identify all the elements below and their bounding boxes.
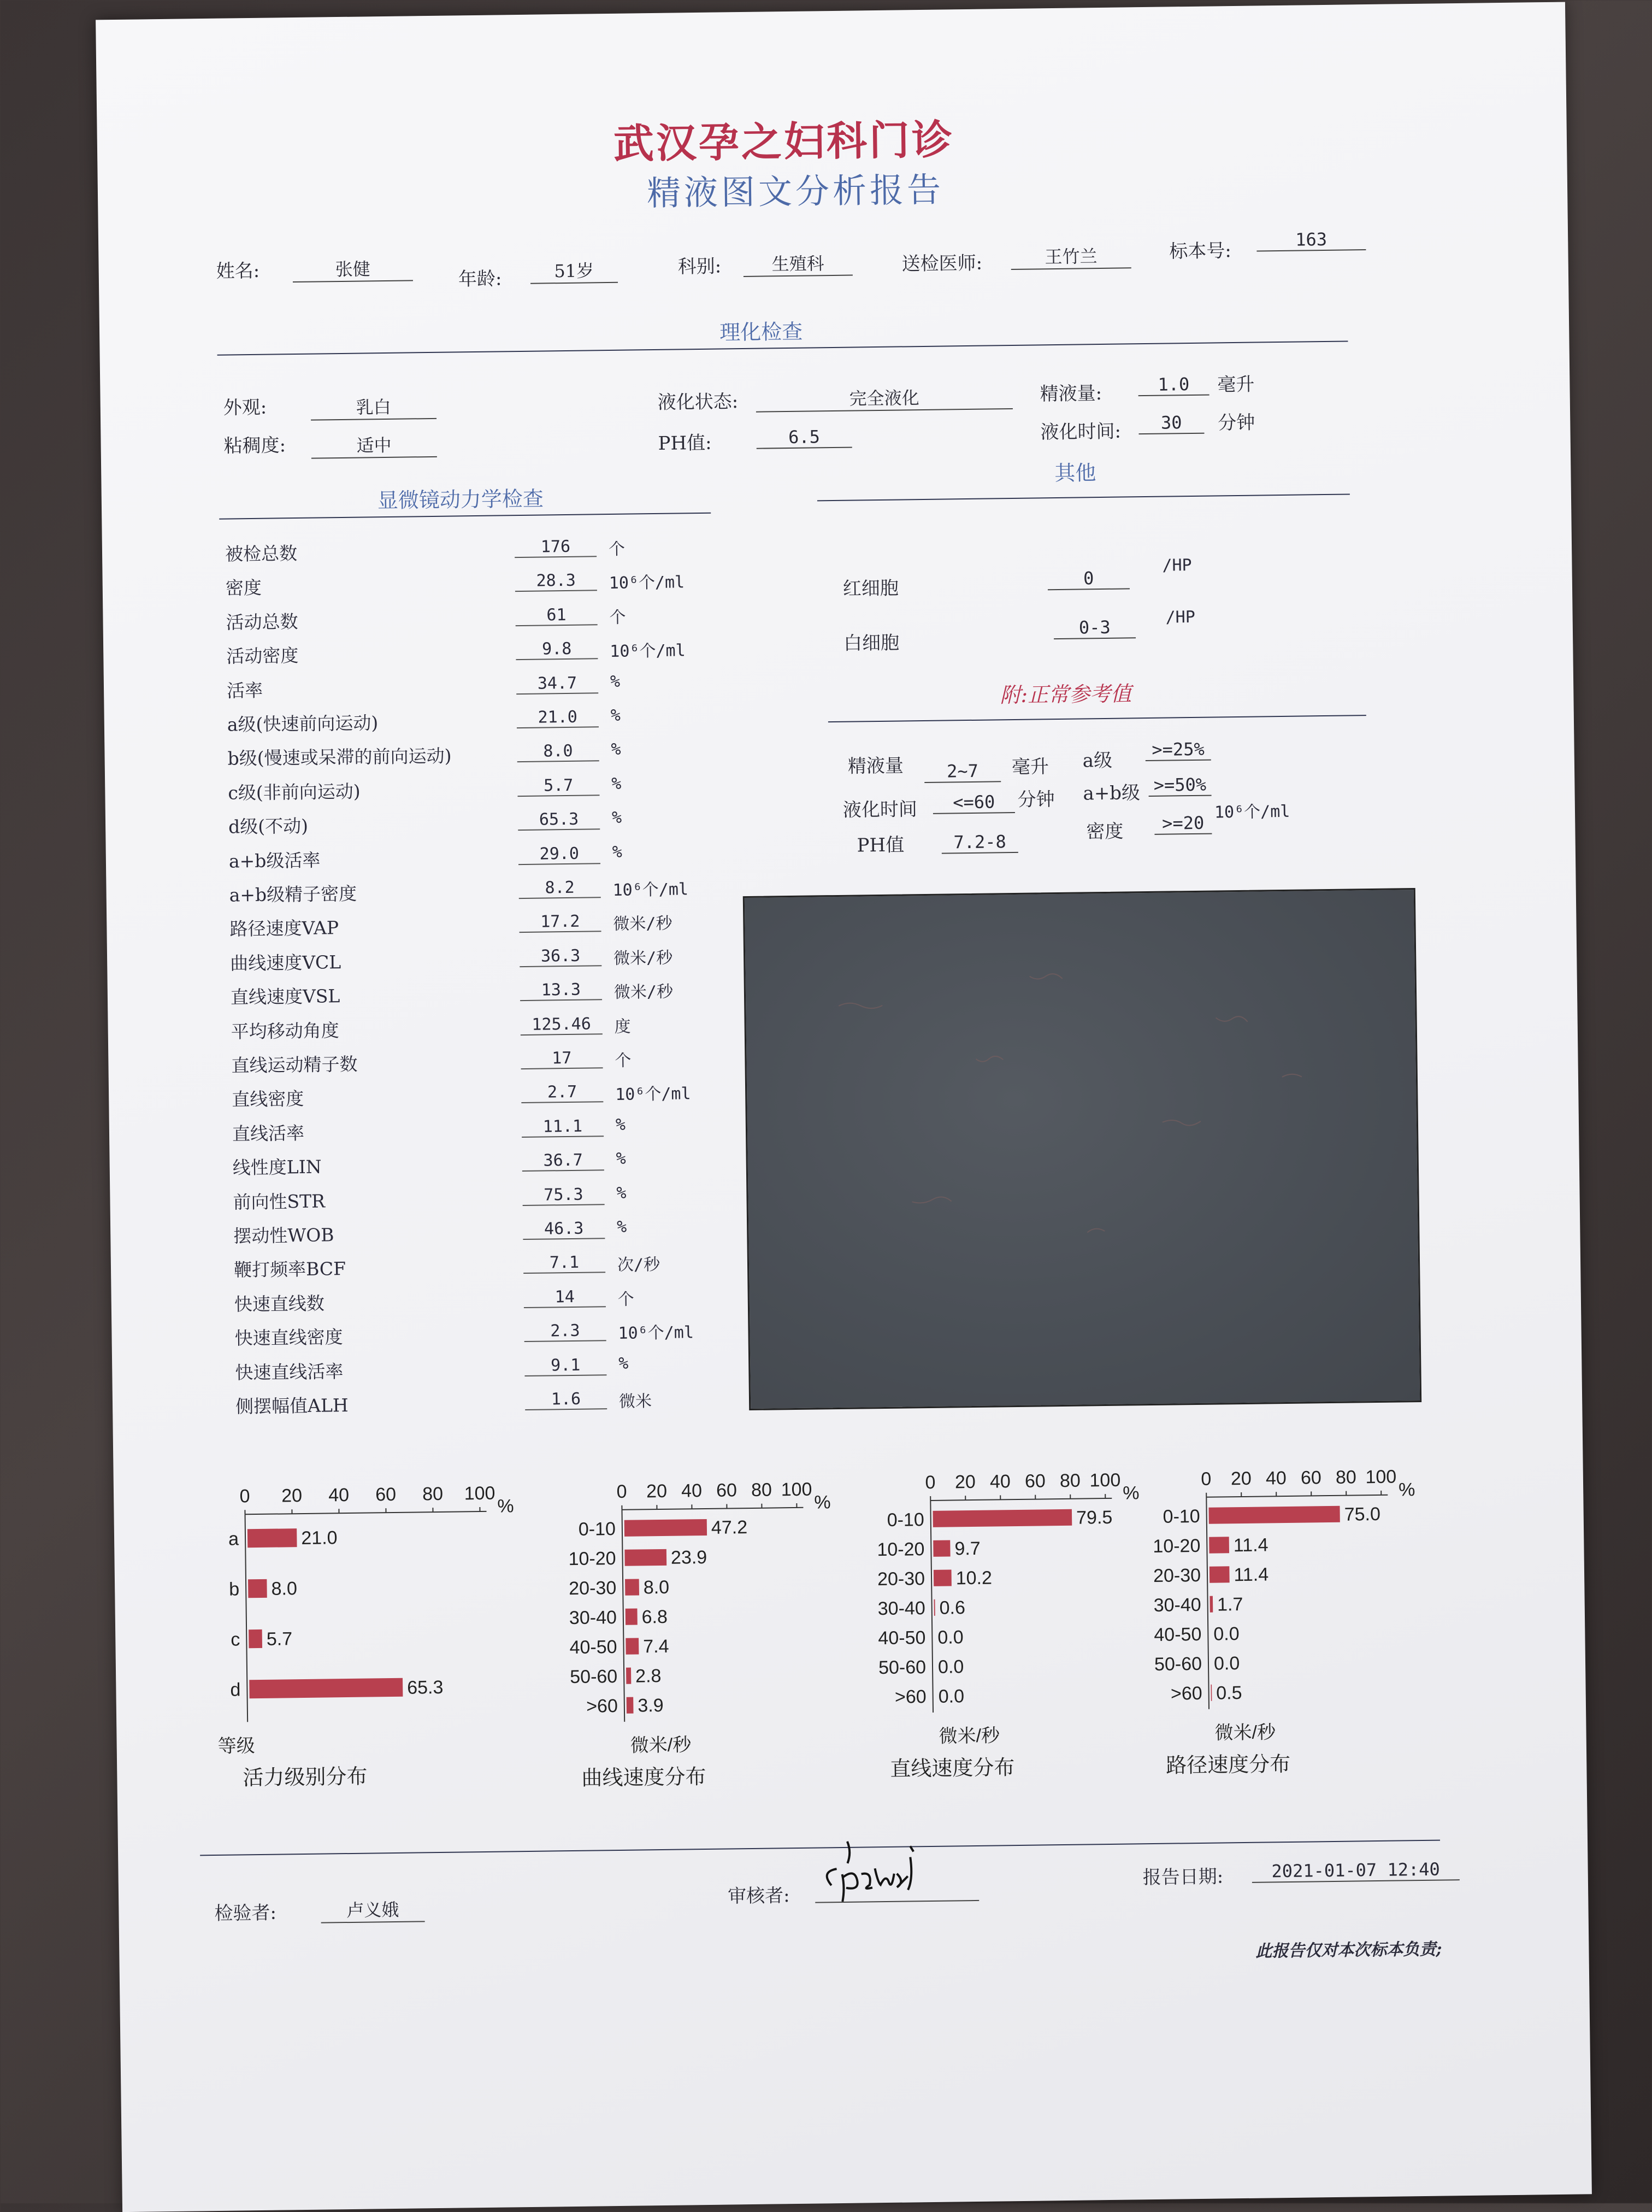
micro-row-unit: 次/秒 <box>617 1251 660 1275</box>
micro-row-value: 8.0 <box>517 742 599 763</box>
micro-row-value: 65.3 <box>518 809 600 831</box>
x-axis <box>930 1498 1112 1501</box>
sample-number: 163 <box>1256 228 1366 251</box>
x-axis <box>245 1511 487 1514</box>
data-label: 23.9 <box>671 1547 707 1568</box>
micro-row-value: 8.2 <box>518 878 600 899</box>
category-label: 30-40 <box>569 1607 617 1628</box>
ref-liq-value: <=60 <box>933 791 1014 814</box>
micro-row-unit: 个 <box>609 603 626 627</box>
category-label: 50-60 <box>1154 1654 1202 1675</box>
vap-distribution-chart-svg <box>1140 1451 1450 1794</box>
category-label: >60 <box>586 1696 618 1717</box>
rbc-unit: /HP <box>1162 556 1192 575</box>
data-label: 0.0 <box>1213 1623 1240 1645</box>
x-tick-label: 40 <box>1266 1468 1287 1489</box>
bar <box>934 1599 935 1616</box>
micro-row-unit: % <box>618 1354 628 1373</box>
category-label: 40-50 <box>1154 1624 1201 1645</box>
micro-row <box>232 1148 713 1188</box>
micro-rule <box>219 513 711 520</box>
liquefaction-value: 完全液化 <box>756 383 1013 413</box>
micro-row-name: 侧摆幅值ALH <box>235 1391 349 1419</box>
x-tick-label: 0 <box>925 1472 935 1493</box>
micro-row <box>234 1319 716 1358</box>
micro-row-value: 9.8 <box>516 639 598 660</box>
viscosity-label: 粘稠度: <box>223 430 286 457</box>
vcl-distribution-chart-svg <box>556 1464 866 1807</box>
micro-row-value: 28.3 <box>515 571 597 592</box>
appearance-value: 乳白 <box>311 393 437 421</box>
wbc-unit: /HP <box>1165 608 1195 627</box>
micro-row-unit: 度 <box>614 1013 631 1037</box>
ref-volume-value: 2~7 <box>924 760 1001 783</box>
ref-volume-label: 精液量 <box>848 750 904 778</box>
micro-row <box>230 944 711 984</box>
liq-time-unit: 分钟 <box>1218 408 1255 435</box>
micro-row-unit: 10⁶个/ml <box>609 569 685 594</box>
x-tick-label: 80 <box>751 1480 772 1501</box>
micro-row-value: 17.2 <box>519 912 601 933</box>
rbc-label: 红细胞 <box>843 573 899 601</box>
vap-distribution-chart <box>1140 1451 1450 1796</box>
micro-row-value: 7.1 <box>523 1253 605 1274</box>
micro-row <box>229 909 711 949</box>
age-label: 年龄: <box>458 263 502 291</box>
category-label: 50-60 <box>878 1657 926 1678</box>
bar <box>626 1668 631 1684</box>
category-label: 20-30 <box>1153 1565 1201 1586</box>
other-section-title: 其他 <box>1054 456 1096 486</box>
x-tick-label: 0 <box>616 1481 627 1502</box>
category-label: 0-10 <box>887 1509 924 1531</box>
report-date-label: 报告日期: <box>1142 1861 1223 1889</box>
micro-row-value: 5.7 <box>517 775 599 797</box>
micro-row <box>226 568 707 608</box>
data-label: 65.3 <box>407 1677 444 1698</box>
name-label: 姓名: <box>216 256 259 283</box>
micro-row-unit: 微米/秒 <box>614 978 674 1003</box>
data-label: 75.0 <box>1344 1504 1380 1525</box>
x-axis-unit: % <box>1399 1479 1415 1500</box>
micro-row-name: a+b级精子密度 <box>229 880 357 907</box>
y-axis <box>622 1510 624 1722</box>
micro-row-value: 9.1 <box>524 1355 606 1376</box>
category-label: >60 <box>895 1686 927 1708</box>
micro-section-title: 显微镜动力学检查 <box>377 481 544 514</box>
reviewer-signature <box>815 1834 979 1903</box>
bar <box>625 1579 639 1595</box>
liq-time-label: 液化时间: <box>1040 416 1121 444</box>
x-tick-label: 100 <box>1089 1470 1120 1491</box>
micro-row <box>229 875 710 915</box>
micro-row-name: 路径速度VAP <box>229 914 339 941</box>
microscope-image <box>743 888 1421 1410</box>
ref-ab-value: >=50% <box>1148 774 1211 797</box>
category-label: 0-10 <box>1163 1506 1200 1527</box>
bar <box>934 1570 952 1586</box>
wbc-value: 0-3 <box>1054 616 1136 639</box>
reference-title: 附:正常参考值 <box>1000 676 1131 708</box>
liquefaction-label: 液化状态: <box>657 386 738 414</box>
micro-row <box>228 773 709 813</box>
y-axis-label: 微米/秒 <box>1214 1722 1277 1743</box>
vcl-distribution-chart <box>556 1464 866 1809</box>
micro-row-unit: 个 <box>609 536 626 560</box>
ref-ph-value: 7.2-8 <box>941 831 1018 854</box>
data-label: 5.7 <box>267 1628 293 1650</box>
micro-row-value: 17 <box>521 1048 603 1069</box>
reviewer-label: 审核者: <box>728 1880 790 1908</box>
micro-row-value: 2.7 <box>521 1083 603 1104</box>
ref-liq-label: 液化时间 <box>843 794 918 822</box>
x-tick-label: 100 <box>781 1479 812 1501</box>
bar <box>624 1519 707 1537</box>
examiner-label: 检验者: <box>214 1898 276 1925</box>
category-label: 20-30 <box>569 1578 616 1599</box>
category-label: b <box>229 1579 239 1599</box>
ref-density-label: 密度 <box>1086 816 1124 844</box>
bar <box>1210 1566 1230 1582</box>
micro-row-name: 直线运动精子数 <box>231 1050 358 1078</box>
ph-label: PH值: <box>658 428 712 455</box>
data-label: 6.8 <box>641 1607 668 1628</box>
micro-row <box>232 1080 713 1120</box>
sperm-specimen-pattern <box>745 890 1420 1409</box>
patient-name: 张健 <box>292 255 413 283</box>
micro-row-unit: % <box>616 1149 626 1168</box>
micro-row <box>227 670 708 710</box>
ref-a-value: >=25% <box>1145 739 1211 761</box>
category-label: 10-20 <box>1153 1536 1200 1557</box>
clinic-name: 武汉孕之妇科门诊 <box>613 108 954 170</box>
micro-row-name: a级(快速前向运动) <box>227 709 379 736</box>
report-date: 2021-01-07 12:40 <box>1252 1858 1459 1883</box>
category-label: c <box>231 1629 240 1650</box>
micro-row-name: a+b级活率 <box>229 846 321 873</box>
micro-table <box>96 2 1565 20</box>
ref-ph-label: PH值 <box>857 829 904 857</box>
category-label: 10-20 <box>568 1548 616 1569</box>
wbc-label: 白细胞 <box>843 628 900 655</box>
micro-row <box>231 978 712 1017</box>
bar <box>248 1579 267 1598</box>
category-label: 0-10 <box>579 1519 616 1540</box>
chart-title: 曲线速度分布 <box>581 1766 706 1790</box>
micro-row-name: d级(不动) <box>228 812 308 839</box>
data-label: 0.0 <box>1214 1653 1240 1674</box>
micro-row-name: 活动总数 <box>226 608 298 634</box>
micro-row-unit: 10⁶个/ml <box>618 1319 694 1344</box>
micro-row-unit: 10⁶个/ml <box>615 1080 691 1105</box>
x-tick-label: 60 <box>375 1484 396 1505</box>
micro-row <box>233 1182 714 1222</box>
x-tick-label: 60 <box>716 1480 737 1501</box>
x-tick-label: 80 <box>1336 1467 1356 1487</box>
data-label: 1.7 <box>1217 1594 1243 1615</box>
bar <box>249 1678 403 1698</box>
micro-row-name: 直线速度VSL <box>231 982 340 1009</box>
bar <box>624 1549 666 1566</box>
x-axis-unit: % <box>1123 1482 1140 1503</box>
micro-row-name: 被检总数 <box>225 539 298 566</box>
viscosity-value: 适中 <box>311 431 437 459</box>
micro-row <box>234 1250 715 1290</box>
chart-title: 活力级别分布 <box>243 1766 368 1790</box>
micro-row <box>233 1216 715 1256</box>
chart-title: 路径速度分布 <box>1166 1753 1291 1778</box>
data-label: 8.0 <box>644 1577 670 1598</box>
x-tick-label: 60 <box>1301 1467 1321 1488</box>
micro-row-unit: % <box>611 774 621 793</box>
bar <box>1211 1685 1212 1701</box>
micro-row-name: c级(非前向运动) <box>228 777 361 804</box>
micro-row-value: 46.3 <box>523 1219 605 1240</box>
micro-row-unit: 个 <box>617 1285 634 1309</box>
category-label: 50-60 <box>570 1666 617 1687</box>
micro-row-unit: % <box>610 672 620 691</box>
micro-row-name: 前向性STR <box>233 1187 325 1214</box>
micro-row-unit: % <box>616 1115 626 1134</box>
ref-density-value: >=20 <box>1154 813 1212 835</box>
micro-row-unit: % <box>611 740 621 759</box>
ref-volume-unit: 毫升 <box>1012 751 1049 779</box>
micro-row-name: 快速直线活率 <box>235 1357 344 1384</box>
micro-row-value: 36.7 <box>522 1150 604 1172</box>
data-label: 47.2 <box>711 1517 748 1538</box>
x-tick-label: 80 <box>1060 1470 1081 1491</box>
bar <box>933 1509 1072 1527</box>
micro-row-name: 直线密度 <box>232 1085 304 1111</box>
x-tick-label: 20 <box>1231 1468 1252 1489</box>
micro-row-name: 曲线速度VCL <box>230 948 341 975</box>
chart-title: 直线速度分布 <box>890 1756 1015 1781</box>
data-label: 0.0 <box>937 1627 964 1648</box>
micro-row-unit: 个 <box>615 1047 632 1071</box>
bar <box>247 1528 297 1548</box>
micro-row-value: 1.6 <box>525 1389 607 1410</box>
micro-row-name: 密度 <box>226 574 262 600</box>
x-tick-label: 40 <box>328 1485 349 1505</box>
category-label: 30-40 <box>1153 1595 1201 1616</box>
micro-row-value: 36.3 <box>520 946 601 967</box>
vsl-distribution-chart <box>864 1455 1175 1800</box>
data-label: 9.7 <box>954 1538 981 1560</box>
data-label: 10.2 <box>955 1568 992 1589</box>
micro-row-unit: 10⁶个/ml <box>610 637 686 662</box>
micro-row-value: 125.46 <box>520 1014 602 1036</box>
bar <box>626 1609 638 1625</box>
physchem-section-title: 理化检查 <box>719 315 803 346</box>
micro-row-value: 21.0 <box>517 707 599 728</box>
micro-row-name: 线性度LIN <box>232 1153 321 1180</box>
ref-a-label: a级 <box>1082 745 1112 773</box>
micro-row <box>226 603 707 643</box>
data-label: 8.0 <box>271 1578 297 1599</box>
micro-row-name: 快速直线数 <box>234 1289 325 1316</box>
bar <box>1209 1506 1340 1524</box>
x-tick-label: 80 <box>422 1484 443 1504</box>
data-label: 3.9 <box>638 1695 664 1716</box>
signature-scribble <box>815 1834 979 1902</box>
data-label: 0.0 <box>938 1656 964 1678</box>
micro-row <box>229 841 710 881</box>
liq-time-value: 30 <box>1138 412 1204 434</box>
category-label: d <box>230 1679 240 1700</box>
patient-dept: 生殖科 <box>743 250 853 277</box>
y-axis-label: 微米/秒 <box>630 1734 693 1756</box>
reference-rule <box>828 715 1366 722</box>
data-label: 11.4 <box>1234 1564 1268 1585</box>
micro-row-value: 29.0 <box>518 844 600 865</box>
volume-unit: 毫升 <box>1217 369 1255 397</box>
patient-age: 51岁 <box>530 257 618 284</box>
bar <box>1210 1596 1213 1613</box>
micro-row-value: 75.3 <box>522 1185 604 1206</box>
x-tick-label: 60 <box>1025 1470 1046 1491</box>
micro-row-value: 2.3 <box>524 1321 606 1342</box>
category-label: a <box>228 1528 239 1549</box>
category-label: >60 <box>1171 1683 1202 1704</box>
x-tick-label: 20 <box>281 1485 302 1506</box>
micro-row-value: 34.7 <box>516 673 598 695</box>
micro-row <box>231 1011 712 1051</box>
category-label: 40-50 <box>569 1637 617 1658</box>
y-axis-label: 等级 <box>217 1736 255 1757</box>
micro-row <box>231 1046 712 1086</box>
volume-label: 精液量: <box>1040 378 1102 405</box>
motility-grade-chart-svg <box>212 1468 522 1811</box>
report-paper <box>96 2 1592 2212</box>
report-title: 精液图文分析报告 <box>646 162 944 215</box>
micro-row <box>227 705 709 745</box>
micro-row <box>228 807 710 847</box>
doctor-label: 送检医师: <box>901 248 982 276</box>
ref-ab-label: a+b级 <box>1083 778 1140 805</box>
x-axis-unit: % <box>497 1496 514 1516</box>
x-axis-unit: % <box>814 1492 831 1513</box>
x-tick-label: 20 <box>646 1481 667 1502</box>
ph-value: 6.5 <box>756 426 852 449</box>
x-tick-label: 20 <box>955 1472 976 1492</box>
x-tick-label: 100 <box>464 1483 495 1504</box>
micro-row <box>234 1285 716 1325</box>
micro-row-unit: % <box>617 1217 627 1237</box>
data-label: 11.4 <box>1234 1534 1268 1556</box>
y-axis <box>930 1501 933 1713</box>
x-axis <box>622 1508 803 1510</box>
disclaimer-note: 此报告仅对本次标本负责; <box>1255 1935 1442 1962</box>
micro-row <box>225 534 706 574</box>
micro-row <box>227 739 709 779</box>
micro-row-name: 直线活率 <box>232 1119 305 1146</box>
data-label: 0.6 <box>939 1597 965 1619</box>
data-label: 7.4 <box>643 1636 669 1657</box>
micro-row-unit: 10⁶个/ml <box>612 875 688 901</box>
bar <box>933 1540 950 1557</box>
micro-row-unit: % <box>612 842 622 861</box>
micro-row-value: 11.1 <box>522 1116 604 1138</box>
bar <box>249 1629 262 1648</box>
x-axis <box>1206 1495 1388 1497</box>
micro-row-value: 61 <box>515 605 597 626</box>
motility-grade-chart <box>212 1468 522 1813</box>
category-label: 10-20 <box>877 1539 924 1560</box>
data-label: 21.0 <box>301 1527 338 1549</box>
doctor-name: 王竹兰 <box>1011 242 1131 270</box>
y-axis <box>245 1514 248 1722</box>
micro-row <box>232 1114 713 1154</box>
category-label: 20-30 <box>877 1568 925 1590</box>
bar <box>1209 1537 1229 1553</box>
dept-label: 科别: <box>677 251 721 278</box>
micro-row <box>235 1387 717 1427</box>
micro-row-unit: 微米/秒 <box>613 910 672 934</box>
x-tick-label: 40 <box>990 1471 1011 1492</box>
data-label: 2.8 <box>635 1666 662 1687</box>
micro-row-unit: 微米/秒 <box>613 944 673 968</box>
appearance-label: 外观: <box>223 392 267 420</box>
x-tick-label: 0 <box>1201 1469 1211 1490</box>
micro-row-name: 鞭打频率BCF <box>234 1255 346 1282</box>
micro-row-name: b级(慢速或呆滞的前向运动) <box>227 742 451 770</box>
y-axis <box>1206 1497 1209 1709</box>
micro-row-name: 快速直线密度 <box>234 1323 343 1350</box>
category-label: 30-40 <box>878 1598 925 1619</box>
bar <box>626 1638 639 1655</box>
micro-row-unit: % <box>612 808 622 827</box>
micro-row <box>226 637 707 676</box>
vsl-distribution-chart-svg <box>864 1455 1175 1798</box>
micro-row-unit: % <box>611 706 621 725</box>
micro-row-name: 活动密度 <box>226 642 299 668</box>
ref-liq-unit: 分钟 <box>1017 784 1055 811</box>
data-label: 79.5 <box>1076 1507 1113 1528</box>
category-label: 40-50 <box>878 1627 925 1649</box>
rbc-value: 0 <box>1047 567 1129 590</box>
data-label: 0.0 <box>938 1686 964 1707</box>
micro-row-name: 平均移动角度 <box>231 1016 339 1043</box>
micro-row-value: 14 <box>524 1287 606 1308</box>
other-rule <box>817 493 1350 501</box>
micro-row-unit: 微米 <box>619 1387 652 1412</box>
x-tick-label: 100 <box>1365 1467 1396 1488</box>
sample-label: 标本号: <box>1169 236 1231 263</box>
x-tick-label: 40 <box>681 1480 702 1501</box>
x-tick-label: 0 <box>239 1486 250 1507</box>
micro-row-name: 摆动性WOB <box>233 1221 334 1248</box>
micro-row-unit: % <box>616 1183 626 1202</box>
bar <box>627 1697 634 1714</box>
examiner-name: 卢义娥 <box>321 1896 425 1923</box>
micro-row <box>235 1352 716 1392</box>
micro-row-value: 176 <box>515 537 597 558</box>
ref-density-unit: 10⁶个/ml <box>1214 798 1290 823</box>
data-label: 0.5 <box>1216 1682 1242 1704</box>
micro-row-value: 13.3 <box>520 980 602 1001</box>
volume-value: 1.0 <box>1138 374 1209 397</box>
y-axis-label: 微米/秒 <box>939 1725 1001 1746</box>
micro-row-name: 活率 <box>227 676 263 702</box>
